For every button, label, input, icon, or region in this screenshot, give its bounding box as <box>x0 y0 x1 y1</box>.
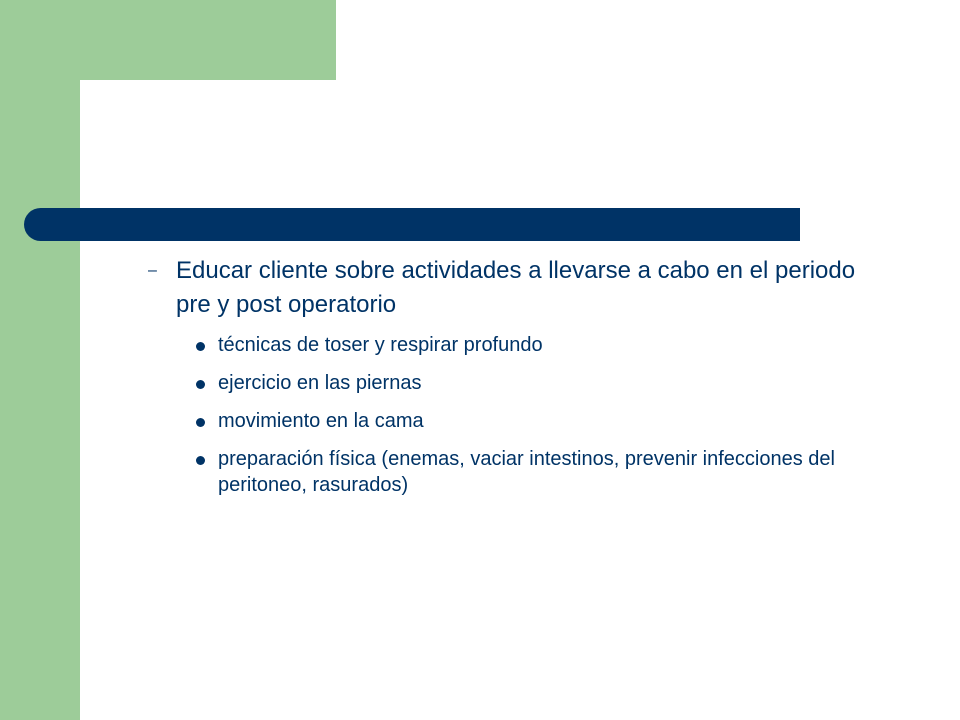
bullet-text: técnicas de toser y respirar profundo <box>218 334 543 356</box>
sub-bullet-list <box>148 332 888 498</box>
dash-marker: – <box>148 262 157 279</box>
bullet-item <box>148 370 888 396</box>
level1-item <box>148 254 888 322</box>
bullet-item <box>148 446 888 498</box>
slide-body <box>148 254 888 510</box>
level1-text: Educar cliente sobre actividades a llevarse a cabo en el periodo pre y post operatorio <box>176 257 856 318</box>
bullet-dot-icon <box>196 456 205 465</box>
bullet-text: ejercicio en las piernas <box>218 372 422 394</box>
bullet-item <box>148 332 888 358</box>
bullet-text: movimiento en la cama <box>218 410 424 432</box>
green-top-band <box>0 0 336 80</box>
bullet-item <box>148 408 888 434</box>
bullet-dot-icon <box>196 380 205 389</box>
title-bar <box>24 208 800 241</box>
bullet-dot-icon <box>196 418 205 427</box>
green-left-band <box>0 0 80 720</box>
rounded-content-corner <box>80 80 140 140</box>
bullet-dot-icon <box>196 342 205 351</box>
bullet-text: preparación física (enemas, vaciar intestinos, prevenir infecciones del peritoneo, rasurados) <box>218 448 835 496</box>
